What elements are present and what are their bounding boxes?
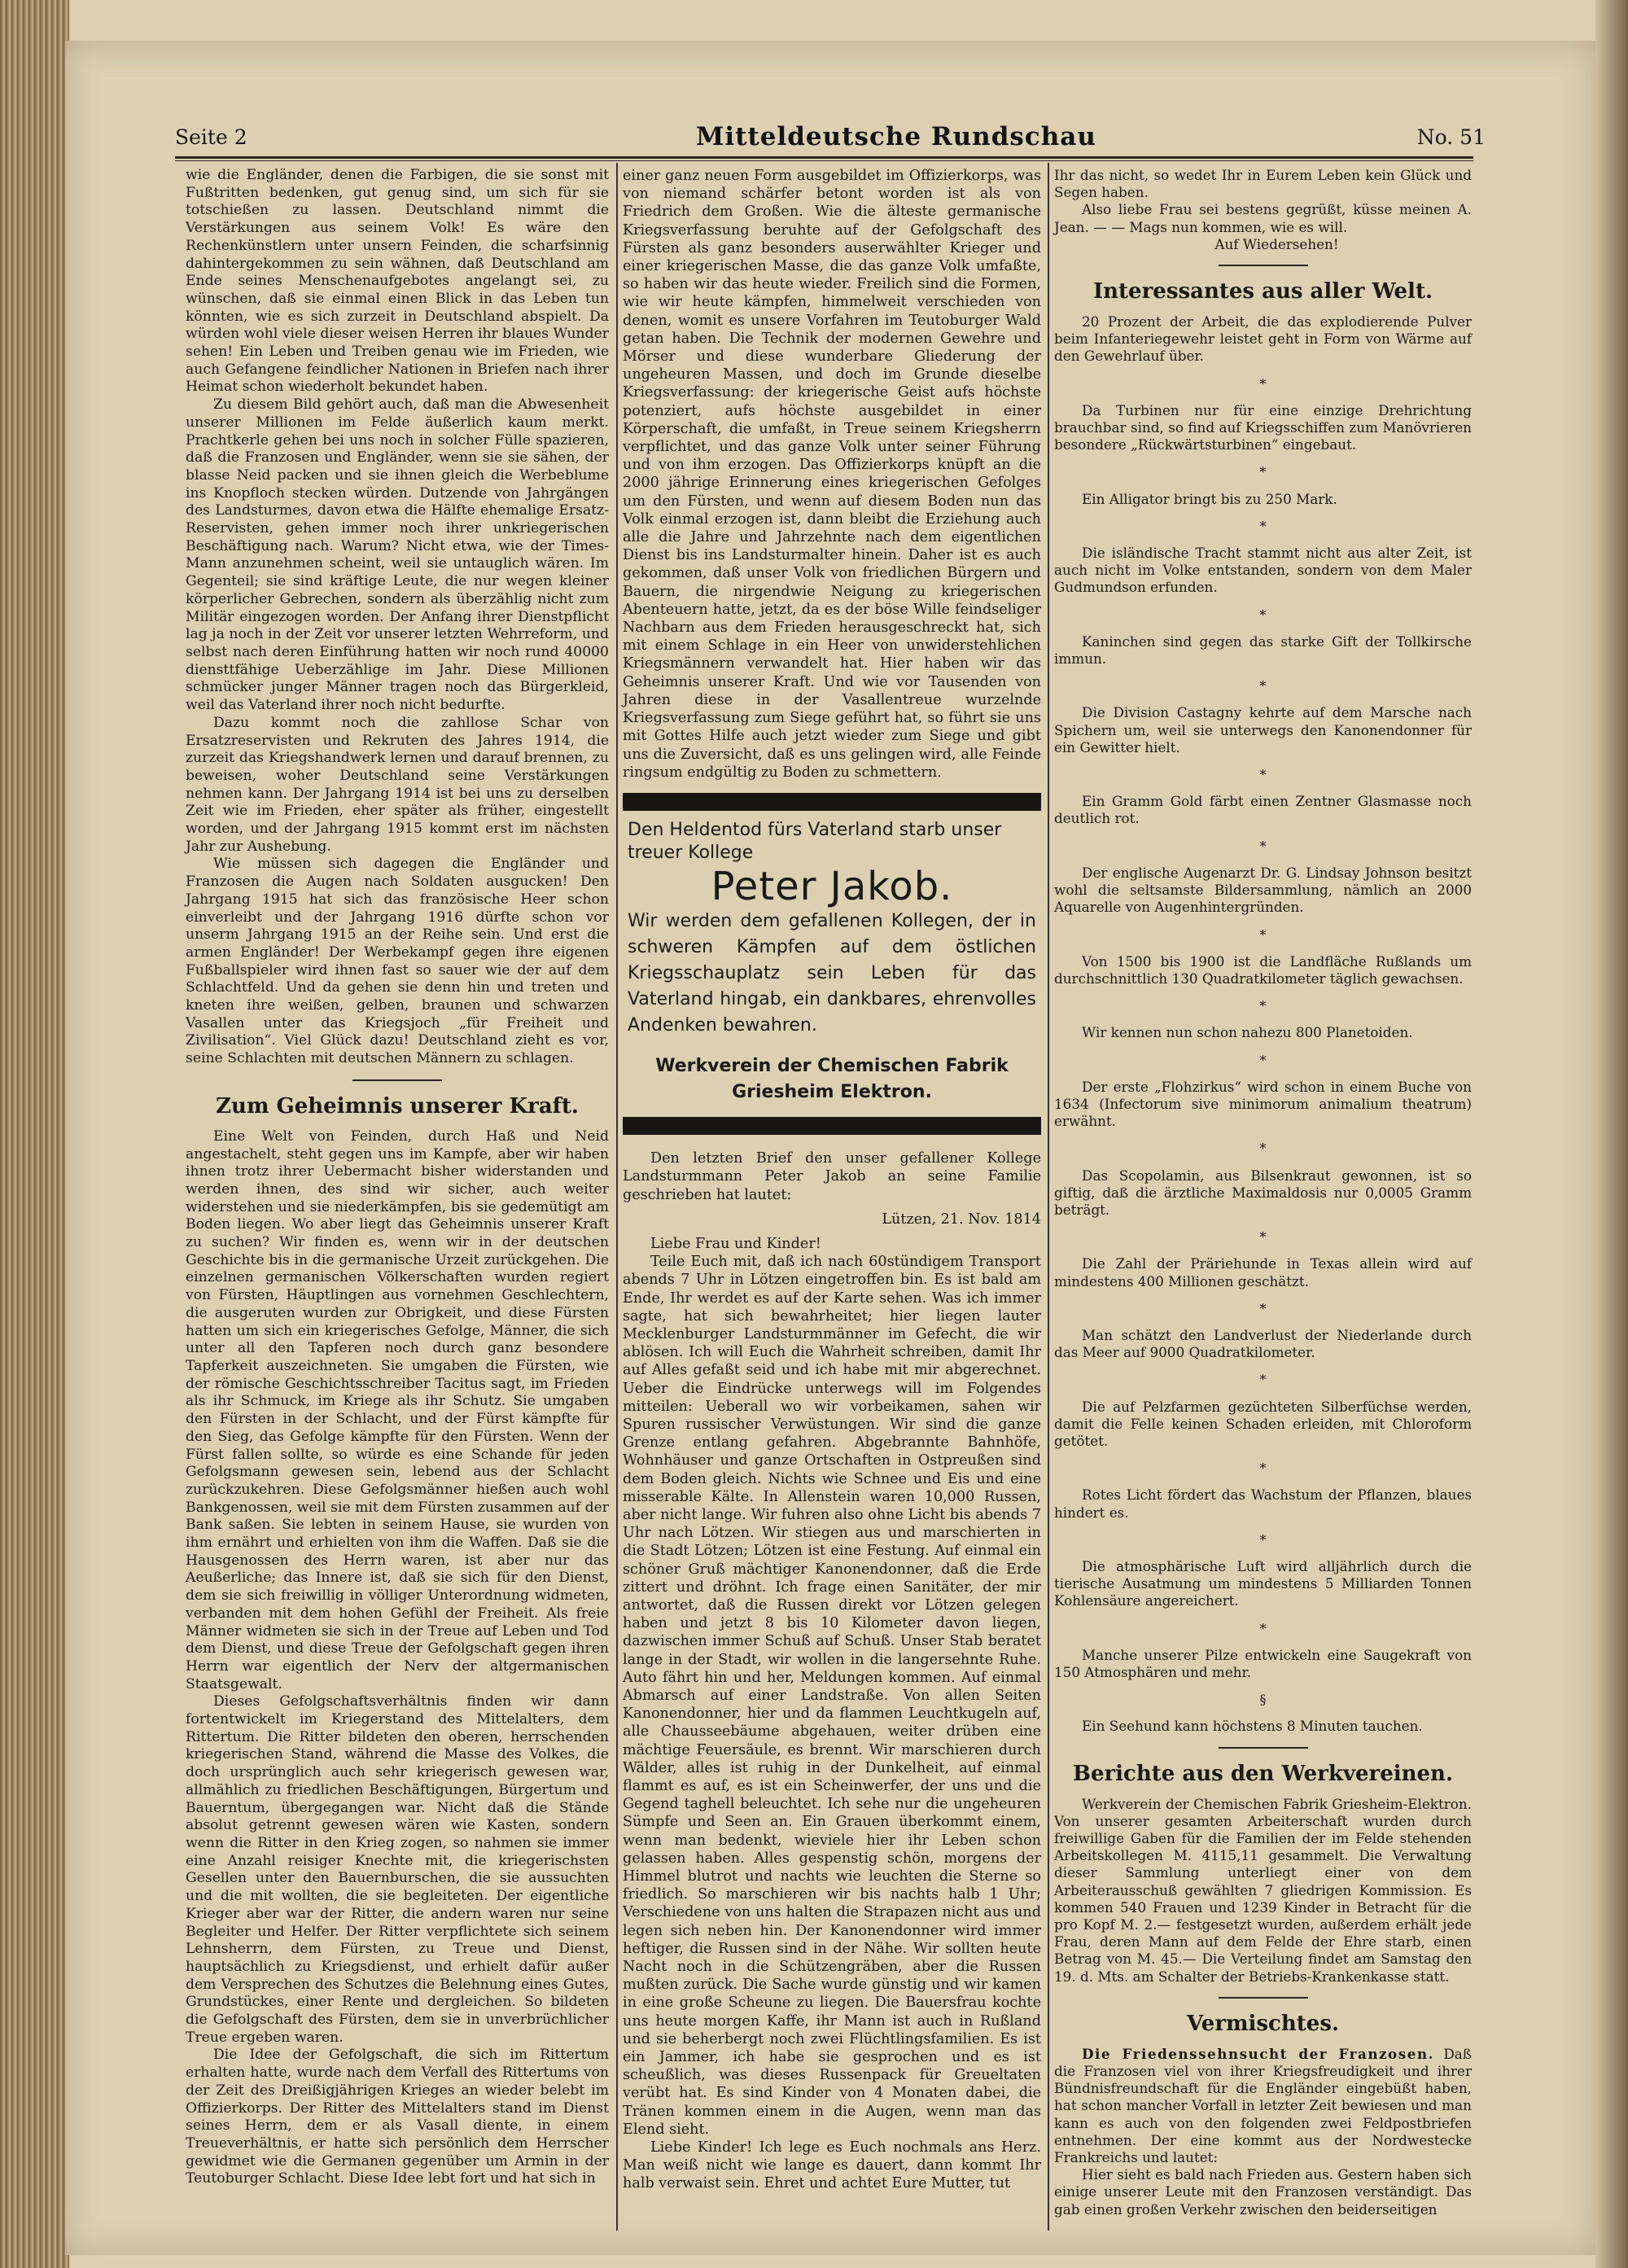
star-separator: * — [1259, 1052, 1267, 1068]
issue-number: No. 51 — [1416, 125, 1486, 149]
letter-farewell: Auf Wiedersehen! — [1214, 235, 1339, 252]
news-item: Man schätzt den Landverlust der Niederlande durch das Meer auf 9000 Quadratkilometer. — [1054, 1326, 1472, 1361]
section-rule — [352, 1079, 442, 1081]
masthead — [175, 120, 1486, 153]
news-item: Wir kennen nun schon nahezu 800 Planetoiden. — [1082, 1024, 1413, 1041]
column-1 — [186, 167, 609, 2188]
star-separator: * — [1259, 1141, 1267, 1157]
column-3 — [1054, 167, 1472, 2218]
section-heading: Vermischtes. — [1186, 2011, 1340, 2036]
book-binding — [0, 0, 69, 2268]
section-rule — [1219, 1997, 1308, 1999]
letter-dateline: Lützen, 21. Nov. 1814 — [882, 1211, 1041, 1228]
star-separator: * — [1259, 518, 1267, 534]
letter-salutation: Liebe Frau und Kinder! — [650, 1235, 821, 1252]
star-separator: * — [1259, 375, 1267, 392]
column-divider-2 — [1048, 163, 1049, 2231]
column-divider-1 — [616, 163, 618, 2231]
section-heading: Berichte aus den Werkvereinen. — [1072, 1761, 1454, 1786]
star-separator: * — [1259, 1372, 1267, 1388]
letter-paragraph: Ihr das nicht, so wedet Ihr in Eurem Leben kein Glück und Segen haben. — [1054, 167, 1472, 201]
star-separator: * — [1259, 998, 1267, 1014]
letter-paragraph: Also liebe Frau sei bestens gegrüßt, küsse meinen A. Jean. — — Mags nun kommen, wie es will. — [1054, 201, 1472, 235]
news-item: Die atmosphärische Luft wird alljährlich durch die tierische Ausatmung um mindestens 5 Milliarden Tonnen Kohlensäure angereichert. — [1054, 1557, 1472, 1609]
article-paragraph: wie die Engländer, denen die Farbigen, die sie sonst mit Fußtritten bedenken, gut genug sind, um sich für sie totschießen zu lassen. Deutschland nimmt die Verstärkungen aus seinem Volk! Es wäre den Rechenkünstlern unter unsern Feinden, die scharfsinnig dahintergekommen zu sein wähnen, daß Deutschland am Ende seines Menschenaufgebotes angelangt sei, zu wünschen, daß sie einmal einen Blick in das Leben tun könnten, wie es sich zurzeit in Deutschland abspielt. Da würden wohl viele dieser weisen Herren ihr blaues Wunder sehen! Ein Leben und Treiben genau wie im Frieden, wie auch Gefangene feindlicher Nationen in Briefen nach ihrer Heimat schon wiederholt bekundet haben. — [186, 167, 609, 396]
article-paragraph: einer ganz neuen Form ausgebildet im Offizierkorps, was von niemand schärfer betont worden ist als von Friedrich dem Großen. Wie die älteste germanische Kriegsverfassung beruhte auf der Gefolgschaft des Fürsten als ganz besonders auserwählter Krieger und einer kriegerischen Masse, die das ganze Volk umfaßte, so haben wir das heute wieder. Freilich sind die Formen, wie wir heute kämpfen, himmelweit verschieden von denen, womit es unsere Vorfahren im Teutoburger Wald getan haben. Die Technik der modernen Gewehre und Mörser und diese wunderbare Gliederung der ungeheuren Massen, und doch im Grunde dieselbe Kriegsverfassung: der kriegerische Geist aufs höchste potenziert, aufs höchste ausgebildet in einer Körperschaft, die umfaßt, in Treue seinem Kriegsherrn verpflichtet, und das ganze Volk unter seiner Führung und von ihm erzogen. Das Offizierkorps knüpft an die 2000 jährige Erinnerung eines kriegerischen Gefolges um den Fürsten, und wenn auf diesem Boden nun das Volk einmal erzogen ist, dann bleibt die Erziehung auch alle die Jahre und Jahrzehnte nach dem eigentlichen Dienst bis ins Landsturmalter hinein. Daher ist es auch gekommen, daß unser Volk von friedlichen Bürgern und Bauern, die nirgendwie Neigung zu kriegerischen Abenteuern hatte, jetzt, da es der böse Wille feindseliger Nachbarn aus dem Frieden herausgeschreckt hat, sich mit einem Schlage in ein Heer von unwiderstehlichen Kriegsmännern verwandelt hat. Hier haben wir das Geheimnis unserer Kraft. Und wie vor Tausenden von Jahren diese in der Vasallentreue wurzelnde Kriegsverfassung zum Siege geführt hat, so führt sie uns mit Gottes Hilfe auch jetzt wieder zum Siege und gibt uns die Zuversicht, daß es uns gelingen wird, alle Feinde ringsum endgültig zu Boden zu schmettern. — [623, 168, 1041, 781]
article-paragraph: Eine Welt von Feinden, durch Haß und Neid angestachelt, steht gegen uns im Kampfe, aber wir haben ihnen trotz ihrer Uebermacht bisher widerstanden und werden ihnen, des sind wir sicher, auch weiter widerstehen und sie niederkämpfen, bis sie gedemütigt am Boden liegen. Wo aber liegt das Geheimnis unserer Kraft zu suchen? Wir finden es, wenn wir in der deutschen Geschichte bis in die germanische Urzeit zurückgehen. Die einzelnen germanischen Völkerschaften wurden regiert von Fürsten, Häuptlingen aus vornehmen Geschlechtern, die ausgeruten wurden zur Obrigkeit, und diese Fürsten hatten um sich ein kriegerisches Gefolge, Männer, die sich unter all den Tapferen noch durch ganz besondere Tapferkeit auszeichneten. Sie umgaben die Fürsten, wie der römische Geschichtsschreiber Tacitus sagt, im Frieden als ihr Schmuck, im Kriege als ihr Schutz. Sie umgaben den Fürsten in der Schlacht, und der Fürst kämpfte für den Sieg, das Gefolge kämpfte für den Fürsten. Wenn der Fürst fallen sollte, so würde es eine Schande für jeden Gefolgsmann gewesen sein, lebend aus der Schlacht zurückzukehren. Diese Gefolgsmänner hießen auch wohl Bankgenossen, weil sie mit dem Fürsten zusammen auf der Bank saßen. Sie lebten in seinem Hause, sie wurden von ihm ernährt und erhielten von ihm die Waffen. Daß sie die Hausgenossen des Herrn waren, ist aber nur das Aeußerliche; das Innere ist, daß sie sich für den Dienst, dem sie sich freiwillig in völliger Unterordnung widmeten, verbanden mit dem hohen Gefühl der Freiheit. Als freie Männer widmeten sie sich in der Treue auf Leben und Tod dem Dienst, und diese Treue der Gefolgschaft gegen ihren Herrn war eigentlich der Nerv der altgermanischen Staatsgewalt. — [186, 1127, 609, 1692]
news-item: Die auf Pelzfarmen gezüchteten Silberfüchse werden, damit die Felle keinen Schaden erleiden, mit Chloroform getötet. — [1054, 1398, 1472, 1449]
star-separator: * — [1259, 1531, 1267, 1548]
notice-signature — [623, 1053, 1041, 1106]
notice-intro: Den Heldentod fürs Vaterland starb unser treuer Kollege — [628, 819, 1002, 863]
article-paragraph: Zu diesem Bild gehört auch, daß man die Abwesenheit unserer Millionen im Felde äußerlich kaum merkt. Prachtkerle gehen bei uns noch in solcher Fülle spazieren, daß die Franzosen und Engländer, wenn sie sie sähen, der blasse Neid packen und sie ihnen gleich die Werbeblume ins Knopfloch stecken würden. Dutzende von Jahrgängen des Landsturmes, davon etwa die Hälfte ehemalige Ersatz-Reservisten, gehen immer noch ihrer unkriegerischen Beschäftigung nach. Warum? Nicht etwa, wie der Times-Mann anzunehmen scheint, weil sie untauglich wären. Im Gegenteil; sie sind kräftige Leute, die nur wegen kleiner körperlicher Gebrechen, sondern als überzählig nicht zum Militär eingezogen worden. Der Anfang ihrer Dienstpflicht lag ja noch in der Zeit vor unserer letzten Wehrreform, und selbst nach deren Einführung hatten wir noch rund 40000 diensttfähige Ueberzählige im Jahr. Diese Millionen schmücker junger Männer tragen noch das Bürgerkleid, weil das Vaterland ihrer noch nicht bedurfte. — [186, 396, 609, 714]
section-heading: Interessantes aus aller Welt. — [1092, 279, 1433, 304]
article-paragraph: Den letzten Brief den unser gefallener Kollege Landsturmmann Peter Jakob an seine Familie geschrieben hat lautet: — [623, 1150, 1041, 1203]
header-rule — [175, 156, 1473, 159]
news-item: Die Zahl der Präriehunde in Texas allein wird auf mindestens 400 Millionen geschätzt. — [1054, 1255, 1472, 1289]
article-paragraph: Dieses Gefolgschaftsverhältnis finden wir dann fortentwickelt im Kriegerstand des Mittelalters, dem Rittertum. Die Ritter bildeten den oberen, herrschenden kriegerischen Stand, während die Masse des Volkes, die doch ursprünglich auch sehr kriegerisch gewesen war, allmählich zu friedlichen Beschäftigungen, Bürgertum und Bauerntum, übergegangen war. Nicht daß die Stände absolut getrennt gewesen wären wie Kasten, sondern wenn die Ritter in den Krieg zogen, so nahmen sie immer eine Anzahl reisiger Knechte mit, die kriegerischsten Gesellen unter den Bauernburschen, die sie aussuchten und die mit wollten, die sie begleiteten. Der eigentliche Krieger aber war der Ritter, die andern waren nur seine Begleiter und Helfer. Der Ritter verpflichtete sich seinem Lehnsherrn, dem Fürsten, zu Treue und Dienst, hauptsächlich zu Kriegsdienst, und erhielt dafür außer dem Versprechen des Schutzes die Belehnung eines Gutes, Grundstückes, einer Rente und dergleichen. So bildeten die Gefolgschaft des Fürsten, dem sie in unverbrüchlicher Treue ergeben waren. — [186, 1693, 609, 2046]
letter-paragraph: Liebe Kinder! Ich lege es Euch nochmals ans Herz. Man weiß nicht wie lange es dauert, dann kommt Ihr halb verwaist sein. Ehret und achtet Eure Mutter, tut — [623, 2139, 1041, 2192]
star-separator: * — [1259, 838, 1267, 854]
section-separator: § — [1259, 1692, 1267, 1708]
star-separator: * — [1259, 1300, 1267, 1316]
misc-paragraph — [1054, 2046, 1472, 2166]
news-item: 20 Prozent der Arbeit, die das explodierende Pulver beim Infanteriegewehr leistet geht in Form von Wärme auf den Gewehrlauf über. — [1054, 313, 1472, 365]
misc-paragraph-title: Die Friedenssehnsucht der Franzosen. — [1082, 2045, 1434, 2062]
header-rule-thin — [175, 160, 1473, 161]
article-paragraph: Dazu kommt noch die zahllose Schar von Ersatzreservisten und Rekruten des Jahres 1914, die zurzeit das Kriegshandwerk lernen und darauf brennen, zu beweisen, woher Deutschland seine Verstärkungen nehmen kann. Der Jahrgang 1914 ist bei uns zu derselben Zeit wie im Frieden, eher später als früher, eingestellt worden, und der Jahrgang 1915 kommt erst im nächsten Jahr zur Aushebung. — [186, 714, 609, 855]
notice-top-bar — [623, 793, 1041, 811]
article-paragraph: Die Idee der Gefolgschaft, die sich im Rittertum erhalten hatte, wurde nach dem Verfall des Rittertums von der Zeit des Dreißigjährigen Krieges an wieder belebt im Offizierkorps. Der Ritter des Mittelalters stand im Dienst seines Herrn, dem er als Vasall diente, in einem Treueverhältnis, er hatte sich persönlich dem Herrscher gewidmet wie die Germanen gegenüber um Armin in der Teutoburger Schlacht. Diese Idee lebt fort und hat sich in — [186, 2047, 609, 2187]
notice-name: Peter Jakob. — [711, 863, 953, 909]
star-separator: * — [1259, 1229, 1267, 1246]
report-paragraph: Werkverein der Chemischen Fabrik Griesheim-Elektron. Von unserer gesamten Arbeiterschaft wurden durch freiwillige Gaben für die Familien der im Felde stehenden Arbeitskollegen M. 4115,11 gesammelt. Die Verwaltung dieser Sammlung unterliegt einer von dem Arbeiterausschuß gewählten 7 gliedrigen Kommission. Es kommen 540 Frauen und 1239 Kinder in Betracht für die pro Kopf M. 2.— festgesetzt wurden, außerdem erhält jede Frau, deren Mann auf dem Felde der Ehre starb, einen Betrag von M. 45.— Die Verteilung findet am Samstag den 19. d. Mts. am Schalter der Betriebs-Krankenkasse statt. — [1054, 1795, 1472, 1985]
notice-body: Wir werden dem gefallenen Kollegen, der in schweren Kämpfen auf dem östlichen Kriegsschauplatz sein Leben für das Vaterland hingab, ein dankbares, ehrenvolles Andenken bewahren. — [628, 911, 1036, 1036]
page-edge — [1595, 0, 1628, 2268]
news-item: Die isländische Tracht stammt nicht aus alter Zeit, ist auch nicht im Volke entstanden, sondern von dem Maler Gudmundson erfunden. — [1054, 545, 1472, 596]
misc-paragraph-text: Daß die Franzosen viel von ihrer Kriegsfreudigkeit und ihrer Bündnisfreundschaft für die Engländer eingebüßt haben, hat schon mancher Vorfall in letzter Zeit bewiesen und man kann es auch von den folgenden zwei Feldpostbriefen entnehmen. Der eine kommt aus der Nordwestecke Frankreichs und lautet: — [1054, 2045, 1472, 2166]
article-paragraph: Wie müssen sich dagegen die Engländer und Franzosen die Augen nach Soldaten ausgucken! Den Jahrgang 1915 hat sich das französische Heer schon einverleibt und der Jahrgang 1916 dürfte schon vor unserm Jahrgang 1915 an der Reihe sein. Und erst die armen Engländer! Der Werbekampf gegen ihre eigenen Fußballspieler wird ihnen fast so sauer wie der auf dem Schlachtfeld. Und da gehen sie denn hin und treten und kneten ihre weißen, gelben, braunen und schwarzen Vasallen unter das Kriegsjoch „für Freiheit und Zivilisation“. Viel Glück dazu! Deutschland zieht es vor, seine Schlachten mit deutschen Männern zu schlagen. — [186, 856, 609, 1067]
notice-bottom-bar — [623, 1117, 1041, 1135]
news-item: Manche unserer Pilze entwickeln eine Saugekraft von 150 Atmosphären und mehr. — [1054, 1646, 1472, 1680]
section-rule — [1219, 1747, 1308, 1749]
star-separator: * — [1259, 1460, 1267, 1477]
letter-paragraph: Teile Euch mit, daß ich nach 60stündigem Transport abends 7 Uhr in Lötzen eingetroffen bin. Es ist bald am Ende, Ihr werdet es auf der Karte sehen. Was ich immer sagte, hat sich bewahrheitet; hier liegen lauter Mecklenburger Landsturmmänner im Gefecht, die wir ablösen. Ich will Euch die Wahrheit schreiben, damit Ihr auf Alles gefaßt seid und ich habe mit mir abgerechnet. Ueber die Eindrücke unterwegs will im Folgendes mitteilen: Ueberall wo wir vorbeikamen, sahen wir Spuren russischer Verwüstungen. Wir sind die ganze Grenze entlang gefahren. Abgebrannte Bahnhöfe, Wohnhäuser und ganze Ortschaften in Ostpreußen sind dem Boden gleich. Nichts wie Schnee und Eis und eine misserable Kälte. In Allenstein waren 10,000 Russen, aber nicht lange. Wir fuhren also ohne Licht bis abends 7 Uhr nach Lötzen. Wir stiegen aus und marschierten in die Stadt Lötzen; Lötzen ist eine Festung. Auf einmal ein schöner Gruß mächtiger Kanonendonner, daß die Erde zittert und dröhnt. Ich frage einen Sanitäter, der mir antwortet, daß die Russen direkt vor Lötzen gelegen haben und jetzt 8 bis 10 Kilometer davon liegen, dazwischen immer Schuß auf Schuß. Unser Stab beratet lange in der Stadt, wir wollen in die langersehnte Ruhe. Auto fährt hin und her, Meldungen kommen. Auf einmal Abmarsch auf einer Landstraße. Von allen Seiten Kanonendonner, hier und da flammen Leuchtkugeln auf, alle Chausseebäume abgehauen, weiter drüben eine mächtige Feuersäule, es brennt. Wir marschieren durch Wälder, alles ist ruhig in der Dunkelheit, auf einmal flammt es auf, es ist ein Scheinwerfer, der uns und die Gegend taghell beleuchtet. Ich sehe nur die ungeheuren Sümpfe und Seen an. Ein Grauen überkommt einem, wenn man bedenkt, wieviele hier ihr Leben schon gelassen haben. Alles gespenstig schön, morgens der Himmel blutrot und nachts wie leuchten die Sterne so friedlich. So marschieren wir bis nachts halb 1 Uhr; Verschiedene von uns halten die Strapazen nicht aus und legen sich neben hin. Der Kanonendonner wird immer heftiger, die Russen sind in der Nähe. Wir sollten heute Nacht noch in die Schützengräben, aber die Russen mußten zurück. Die Sache wurde günstig und wir kamen in eine große Scheune zu liegen. Die Bauersfrau kochte uns heute morgen Kaffe, ihr Mann ist auch in Rußland und sie beherbergt noch zwei Flüchtlingsfamilien. Es ist ein Jammer, ich habe sie gesprochen und es ist scheußlich, was dieses Russenpack für Greueltaten verübt hat. Es sind Kinder von 4 Monaten dabei, die Tränen kommen einem in die Augen, wenn man das Elend sieht. — [623, 1254, 1041, 2138]
newspaper-title: Mitteldeutsche Rundschau — [696, 122, 1096, 151]
news-item: Ein Alligator bringt bis zu 250 Mark. — [1082, 490, 1337, 507]
star-separator: * — [1259, 606, 1267, 623]
article-heading: Zum Geheimnis unserer Kraft. — [216, 1093, 579, 1119]
news-item: Das Scopolamin, aus Bilsenkraut gewonnen, ist so giftig, daß die ärztliche Maximaldosis nur 0,0005 Gramm beträgt. — [1054, 1167, 1472, 1218]
notice-signature-line-1: Werkverein der Chemischen Fabrik — [655, 1056, 1009, 1077]
misc-paragraph: Hier sieht es bald nach Frieden aus. Gestern haben sich einige unserer Leute mit den Franzosen verständigt. Das gab einen großen Verkehr zwischen den beiderseitigen — [1054, 2166, 1472, 2218]
news-item: Von 1500 bis 1900 ist die Landfläche Rußlands um durchschnittlich 130 Quadratkilometer täglich gewachsen. — [1054, 952, 1472, 987]
obituary-notice — [623, 793, 1041, 1135]
news-item: Ein Seehund kann höchstens 8 Minuten tauchen. — [1082, 1718, 1423, 1735]
section-rule — [1219, 265, 1308, 266]
notice-signature-line-2: Griesheim Elektron. — [732, 1082, 932, 1103]
news-item: Der englische Augenarzt Dr. G. Lindsay Johnson besitzt wohl die seltsamste Bildersammlung, nämlich an 2000 Aquarelle von Augenhintergründen. — [1054, 864, 1472, 916]
news-item: Rotes Licht fördert das Wachstum der Pflanzen, blaues hindert es. — [1054, 1486, 1472, 1521]
news-item: Ein Gramm Gold färbt einen Zentner Glasmasse noch deutlich rot. — [1054, 793, 1472, 827]
star-separator: * — [1259, 767, 1267, 783]
news-item: Da Turbinen nur für eine einzige Drehrichtung brauchbar sind, so find auf Kriegsschiffen zum Manövrieren besondere „Rückwärtsturbinen“ eingebaut. — [1054, 401, 1472, 453]
star-separator: * — [1259, 678, 1267, 694]
page-number: Seite 2 — [175, 125, 247, 149]
column-2 — [623, 167, 1041, 2193]
star-separator: * — [1259, 926, 1267, 943]
news-item: Kaninchen sind gegen das starke Gift der Tollkirsche immun. — [1054, 633, 1472, 668]
news-item: Der erste „Flohzirkus“ wird schon in einem Buche von 1634 (Infectorum sive minimorum animalium theatrum) erwähnt. — [1054, 1078, 1472, 1130]
news-item: Die Division Castagny kehrte auf dem Marsche nach Spichern um, weil sie unterwegs den Kanonendonner für ein Gewitter hielt. — [1054, 704, 1472, 755]
star-separator: * — [1259, 1620, 1267, 1636]
star-separator: * — [1259, 464, 1267, 480]
